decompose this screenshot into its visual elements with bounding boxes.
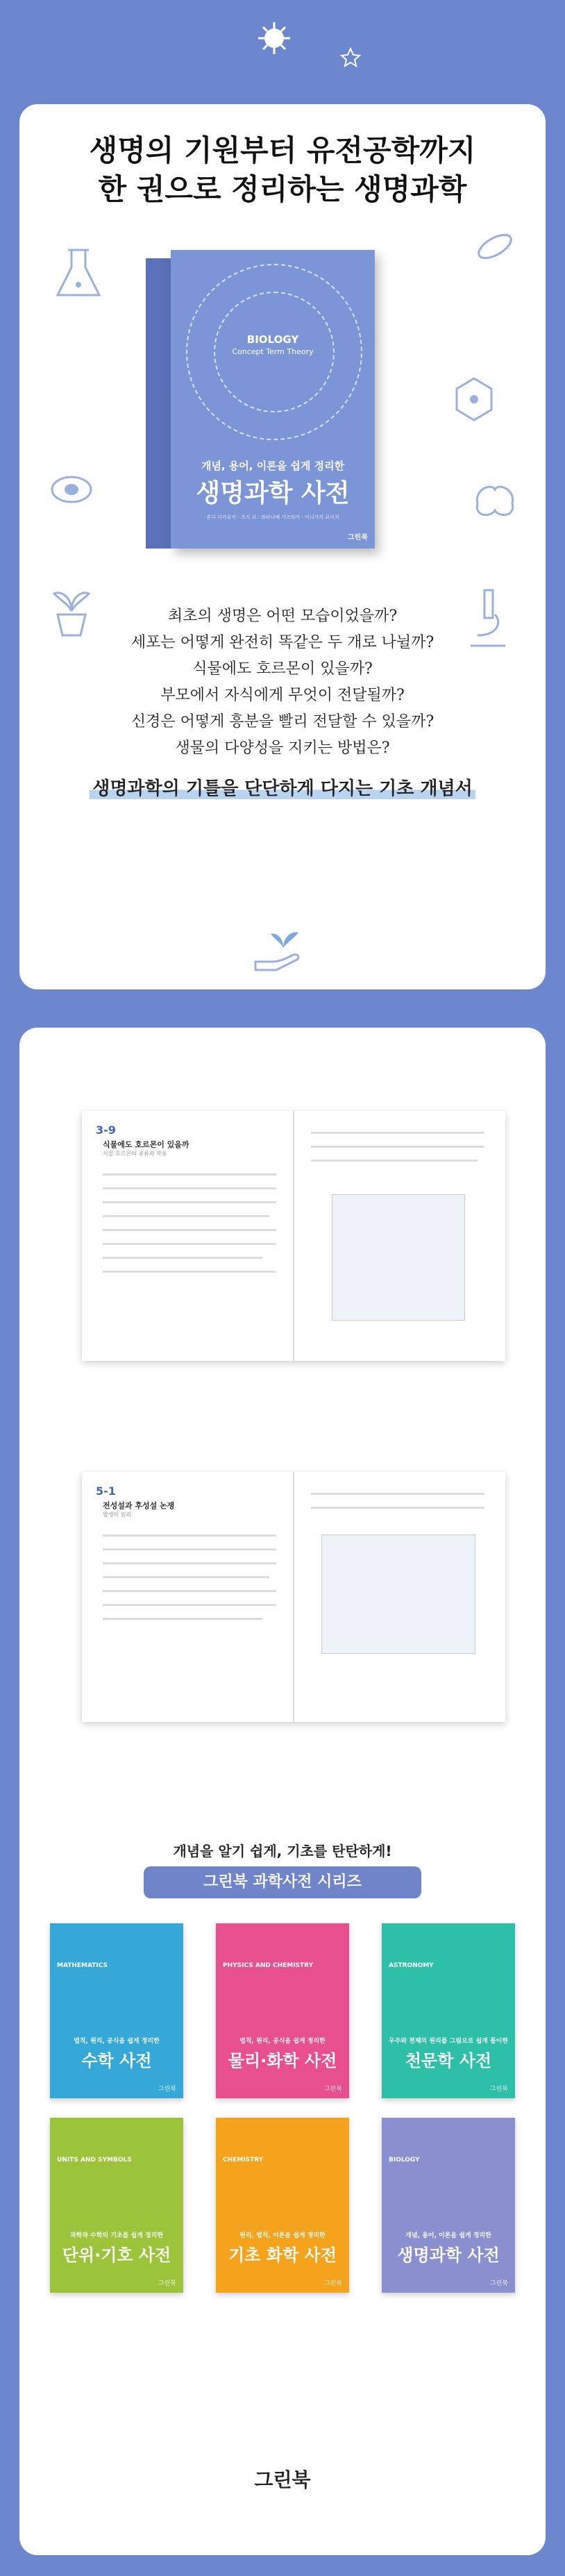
- cover-publisher: 그린북: [348, 534, 368, 542]
- headline-line-1: 생명의 기원부터 유전공학까지: [89, 133, 476, 167]
- question-5: 신경은 어떻게 흥분을 빨리 전달할 수 있을까?: [130, 713, 435, 730]
- series-title: 그린북 과학사전 시리즈: [144, 1866, 421, 1898]
- book-front: [171, 250, 375, 549]
- chapter-number: 3-9: [96, 1123, 116, 1137]
- cover-authors: 혼다 다카유키 · 츠지 료 · 와타나베 가즈타카 · 이니가키 료이치: [206, 515, 339, 520]
- plant-diagram: [332, 1194, 465, 1321]
- virus-icon: [257, 21, 292, 56]
- question-1: 최초의 생명은 어떤 모습이었을까?: [167, 608, 398, 625]
- series-tagline: 개념을 알기 쉽게, 기초를 탄탄하게!: [173, 1843, 392, 1859]
- question-4: 부모에서 자식에게 무엇이 전달될까?: [160, 687, 405, 704]
- development-diagram: [321, 1534, 475, 1654]
- intro-card: [19, 104, 546, 989]
- hand-plant-icon: [248, 920, 318, 976]
- book-physics-chemistry: PHYSICS AND CHEMISTRY 법칙, 원리, 공식을 쉽게 정리한 물리·화학 사전 그린북: [216, 1923, 349, 2098]
- book-biology: BIOLOGY 개념, 용어, 이론을 쉽게 정리한 생명과학 사전 그린북: [382, 2118, 515, 2293]
- star-icon: [340, 47, 361, 68]
- concept-banner: 생명과학의 기틀을 단단하게 다지는 기초 개념서: [19, 774, 546, 800]
- chapter-title: 전성설과 후성설 논쟁: [103, 1501, 175, 1510]
- spread-pages: [82, 1111, 505, 1361]
- book-math: MATHEMATICS 법칙, 원리, 공식을 쉽게 정리한 수학 사전 그린북: [50, 1923, 183, 2098]
- question-6: 생물의 다양성을 지키는 방법은?: [175, 739, 390, 757]
- seed-icon: [47, 465, 96, 514]
- series-section: [19, 1819, 546, 2555]
- cover-en-title-2: Concept Term Theory: [232, 347, 314, 356]
- spread-pages: [82, 1472, 505, 1722]
- molecule-icon: [443, 368, 505, 430]
- cover-title: 생명과학 사전: [196, 479, 350, 508]
- cover-en-title-1: BIOLOGY: [246, 333, 299, 346]
- question-2: 세포는 어떻게 완전히 똑같은 두 개로 나뉠까?: [130, 634, 435, 651]
- cover-subtitle: 개념, 용어, 이론을 쉽게 정리한: [201, 460, 345, 472]
- question-3: 식물에도 호르몬이 있을까?: [192, 660, 373, 678]
- chapter-number: 5-1: [96, 1484, 116, 1498]
- chapter-subtitle: 발생의 원리: [103, 1512, 132, 1518]
- book-spine: [146, 258, 171, 549]
- chapter-subtitle: 식물 호르몬의 종류와 작용: [103, 1151, 167, 1157]
- headline-line-2: 한 권으로 정리하는 생명과학: [98, 172, 467, 206]
- chapter-title: 식물에도 호르몬이 있을까: [103, 1140, 189, 1149]
- flask-icon: [47, 243, 110, 306]
- book-astronomy: ASTRONOMY 우주와 천체의 원리를 그림으로 쉽게 풀이한 천문학 사전 그린북: [382, 1923, 515, 2098]
- book-cover: [146, 250, 375, 549]
- brain-icon: [471, 479, 519, 521]
- publisher-logo: 그린북: [254, 2468, 311, 2491]
- book-chemistry: CHEMISTRY 원리, 법칙, 이론을 쉽게 정리한 기초 화학 사전 그린북: [216, 2118, 349, 2293]
- book-units-symbols: UNITS AND SYMBOLS 과학과 수학의 기초를 쉽게 정리한 단위·기호 사전 그린북: [50, 2118, 183, 2293]
- bacteria-icon: [471, 222, 519, 271]
